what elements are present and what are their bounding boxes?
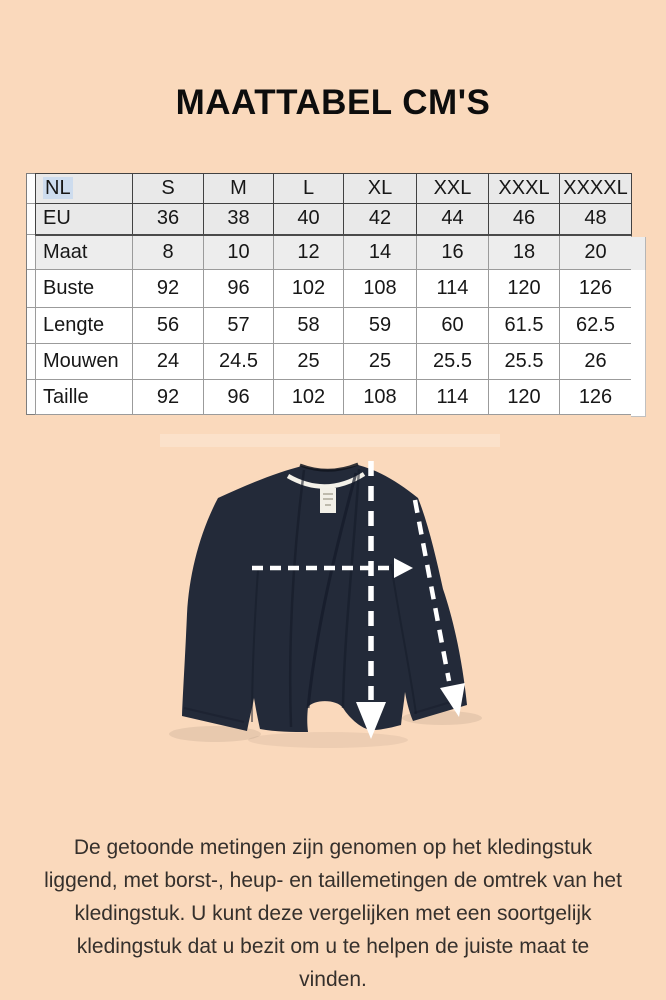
table-cell: 102 [274, 380, 344, 415]
table-cell: 108 [344, 270, 417, 308]
table-cell: 96 [204, 270, 274, 308]
table-cell: 92 [133, 380, 204, 415]
shadow-hem [248, 732, 408, 748]
table-cell: 42 [344, 204, 417, 235]
size-table-grid [35, 173, 632, 415]
table-cell: 60 [417, 308, 489, 344]
table-cell: 24 [133, 344, 204, 380]
table-cell: 16 [417, 235, 489, 270]
table-cell: 25 [274, 344, 344, 380]
table-cell: 114 [417, 380, 489, 415]
table-cell: 120 [489, 270, 560, 308]
table-row-lengte [36, 308, 632, 344]
table-row-mouwen [36, 344, 632, 380]
column-header [36, 174, 133, 204]
table-cell: 57 [204, 308, 274, 344]
table-cell: 14 [344, 235, 417, 270]
table-cell: 18 [489, 235, 560, 270]
nl-label: NL [45, 177, 71, 199]
table-cell: 48 [560, 204, 632, 235]
table-cell: 92 [133, 270, 204, 308]
table-cell: 46 [489, 204, 560, 235]
table-left-gutter [26, 173, 35, 415]
table-row-taille [36, 380, 632, 415]
table-cell: 26 [560, 344, 632, 380]
table-cell: 96 [204, 380, 274, 415]
column-header: M [204, 174, 274, 204]
table-cell: 44 [417, 204, 489, 235]
table-cell: 38 [204, 204, 274, 235]
table-cell: 40 [274, 204, 344, 235]
table-cell: 10 [204, 235, 274, 270]
row-label: Taille [36, 380, 133, 415]
row-label: Mouwen [36, 344, 133, 380]
table-cell: 120 [489, 380, 560, 415]
column-header: S [133, 174, 204, 204]
measurement-description: De getoonde metingen zijn genomen op het kledingstuk liggend, met borst-, heup- en taillemetingen de omtrek van het kledingstuk. U kunt deze vergelijken met een soortgelijk kledingstuk dat u bezit om u te helpen de juiste maat te vinden. [44, 836, 622, 991]
brand-label [320, 488, 336, 513]
column-header: XXL [417, 174, 489, 204]
cardigan-illustration [160, 428, 500, 758]
table-cell: 126 [560, 270, 632, 308]
table-row-eu [36, 204, 632, 235]
table-cell: 58 [274, 308, 344, 344]
column-header: XXXL [489, 174, 560, 204]
table-cell: 25.5 [417, 344, 489, 380]
table-cell: 36 [133, 204, 204, 235]
table-cell: 61.5 [489, 308, 560, 344]
page-title: MAATTABEL CM'S [175, 83, 491, 122]
table-cell: 25 [344, 344, 417, 380]
column-header: XL [344, 174, 417, 204]
row-label: Buste [36, 270, 133, 308]
table-edge-artifact-rows [631, 270, 646, 417]
column-header: XXXXL [560, 174, 632, 204]
table-edge-artifact-maat [631, 237, 646, 271]
table-cell: 126 [560, 380, 632, 415]
table-row-buste [36, 270, 632, 308]
row-label: Lengte [36, 308, 133, 344]
size-table [26, 173, 632, 415]
table-cell: 8 [133, 235, 204, 270]
column-header: L [274, 174, 344, 204]
table-cell: 56 [133, 308, 204, 344]
table-cell: 25.5 [489, 344, 560, 380]
table-cell: 108 [344, 380, 417, 415]
table-cell: 24.5 [204, 344, 274, 380]
table-cell: 62.5 [560, 308, 632, 344]
table-row-maat [36, 235, 632, 270]
table-cell: 114 [417, 270, 489, 308]
photo-edge-highlight [160, 434, 500, 447]
table-row-nl [36, 174, 632, 204]
table-cell: 102 [274, 270, 344, 308]
table-cell: 59 [344, 308, 417, 344]
table-cell: 12 [274, 235, 344, 270]
table-cell: 20 [560, 235, 632, 270]
row-label: Maat [36, 235, 133, 270]
row-label: EU [36, 204, 133, 235]
